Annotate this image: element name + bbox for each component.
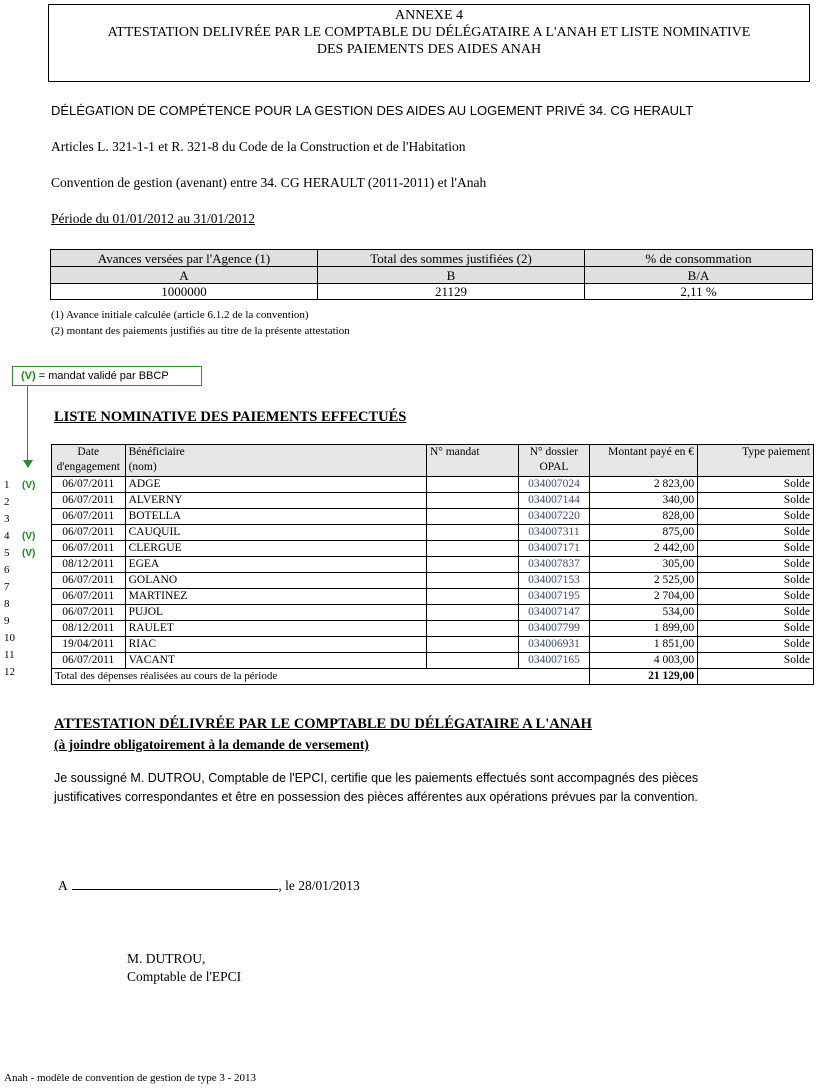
arrow-down-icon <box>23 460 33 468</box>
summary-note-1: (1) Avance initiale calculée (article 6.1.2 de la convention) <box>51 309 309 321</box>
cell-amount: 340,00 <box>590 493 698 509</box>
summary-subheader-a: A <box>51 267 318 284</box>
cell-beneficiary: RIAC <box>125 637 426 653</box>
cell-payment-type: Solde <box>698 589 814 605</box>
cell-date: 06/07/2011 <box>52 525 126 541</box>
col-header-date-line2: d'engagement <box>56 461 120 473</box>
articles-line: Articles L. 321-1-1 et R. 321-8 du Code de la Construction et de l'Habitation <box>51 139 466 154</box>
table-row <box>52 605 814 621</box>
place-blank-field[interactable] <box>72 877 278 890</box>
cell-amount: 875,00 <box>590 525 698 541</box>
row-number: 2 <box>4 496 10 508</box>
summary-note-2: (2) montant des paiements justifiés au titre de la présente attestation <box>51 325 350 337</box>
cell-beneficiary: ALVERNY <box>125 493 426 509</box>
cell-amount: 1 851,00 <box>590 637 698 653</box>
table-row <box>52 509 814 525</box>
summary-value-consumption: 2,11 % <box>585 284 813 300</box>
header-box <box>48 4 810 82</box>
summary-value-justified: 21129 <box>318 284 585 300</box>
col-header-beneficiary-line1: Bénéficiaire <box>128 446 185 458</box>
cell-mandat <box>426 525 518 541</box>
period-line: Période du 01/01/2012 au 31/01/2012 <box>51 211 255 226</box>
cell-dossier: 034007195 <box>518 589 590 605</box>
cell-amount: 4 003,00 <box>590 653 698 669</box>
cell-amount: 305,00 <box>590 557 698 573</box>
cell-date: 06/07/2011 <box>52 541 126 557</box>
cell-mandat <box>426 541 518 557</box>
cell-amount: 828,00 <box>590 509 698 525</box>
cell-payment-type: Solde <box>698 557 814 573</box>
col-header-dossier-line1: N° dossier <box>529 446 579 458</box>
col-header-dossier <box>518 445 590 477</box>
summary-subheader-ba: B/A <box>585 267 813 284</box>
row-number: 7 <box>4 581 10 593</box>
cell-dossier: 034007144 <box>518 493 590 509</box>
cell-beneficiary: PUJOL <box>125 605 426 621</box>
cell-payment-type: Solde <box>698 573 814 589</box>
cell-payment-type: Solde <box>698 541 814 557</box>
attestation-paragraph-line1: Je soussigné M. DUTROU, Comptable de l'EPCI, certifie que les paiements effectués sont accompagnés des pièces <box>54 771 699 785</box>
cell-date: 08/12/2011 <box>52 557 126 573</box>
legend-connector-line <box>27 386 28 462</box>
cell-date: 06/07/2011 <box>52 589 126 605</box>
col-header-mandat: N° mandat <box>426 445 518 477</box>
date-suffix: , le 28/01/2013 <box>278 878 360 893</box>
table-row <box>52 525 814 541</box>
cell-payment-type: Solde <box>698 525 814 541</box>
summary-value-advances: 1000000 <box>51 284 318 300</box>
cell-mandat <box>426 637 518 653</box>
cell-amount: 2 704,00 <box>590 589 698 605</box>
cell-beneficiary: CAUQUIL <box>125 525 426 541</box>
cell-amount: 2 525,00 <box>590 573 698 589</box>
cell-dossier: 034007165 <box>518 653 590 669</box>
row-number: 9 <box>4 615 10 627</box>
row-number: 5 <box>4 547 10 559</box>
cell-dossier: 034007171 <box>518 541 590 557</box>
col-header-date <box>52 445 126 477</box>
row-number: 1 <box>4 479 10 491</box>
col-header-date-line1: Date <box>77 446 100 458</box>
signer-role: Comptable de l'EPCI <box>127 969 242 984</box>
payments-body <box>52 477 814 669</box>
validated-mark: (V) <box>22 531 36 542</box>
place-prefix: A <box>58 878 68 893</box>
row-number: 8 <box>4 598 10 610</box>
cell-dossier: 034007147 <box>518 605 590 621</box>
payments-list-title: LISTE NOMINATIVE DES PAIEMENTS EFFECTUÉS <box>54 409 407 425</box>
row-number: 11 <box>4 649 15 661</box>
cell-payment-type: Solde <box>698 605 814 621</box>
cell-mandat <box>426 605 518 621</box>
cell-beneficiary: EGEA <box>125 557 426 573</box>
cell-mandat <box>426 621 518 637</box>
cell-date: 08/12/2011 <box>52 621 126 637</box>
cell-mandat <box>426 509 518 525</box>
cell-mandat <box>426 557 518 573</box>
cell-mandat <box>426 589 518 605</box>
col-header-amount: Montant payé en € <box>590 445 698 477</box>
table-row <box>52 541 814 557</box>
summary-table <box>50 249 813 300</box>
cell-payment-type: Solde <box>698 509 814 525</box>
cell-amount: 2 823,00 <box>590 477 698 493</box>
validated-mark: (V) <box>22 480 36 491</box>
table-row <box>52 621 814 637</box>
cell-dossier: 034007220 <box>518 509 590 525</box>
cell-date: 06/07/2011 <box>52 605 126 621</box>
table-row <box>52 637 814 653</box>
summary-subheader-row <box>51 267 813 284</box>
cell-beneficiary: CLERGUE <box>125 541 426 557</box>
payments-header-row <box>52 445 814 477</box>
cell-dossier: 034007837 <box>518 557 590 573</box>
cell-dossier: 034007024 <box>518 477 590 493</box>
row-number: 3 <box>4 513 10 525</box>
cell-date: 06/07/2011 <box>52 509 126 525</box>
cell-beneficiary: VACANT <box>125 653 426 669</box>
legend-validated-mark: (V) <box>21 370 36 382</box>
table-row <box>52 653 814 669</box>
cell-payment-type: Solde <box>698 621 814 637</box>
summary-subheader-b: B <box>318 267 585 284</box>
attestation-title: ATTESTATION DÉLIVRÉE PAR LE COMPTABLE DU DÉLÉGATAIRE A L'ANAH <box>54 716 592 732</box>
page-footer: Anah - modèle de convention de gestion de type 3 - 2013 <box>4 1072 257 1084</box>
document-title-line2: DES PAIEMENTS DES AIDES ANAH <box>316 42 542 57</box>
cell-mandat <box>426 493 518 509</box>
cell-payment-type: Solde <box>698 637 814 653</box>
total-blank-cell <box>518 669 590 685</box>
cell-amount: 2 442,00 <box>590 541 698 557</box>
col-header-beneficiary <box>125 445 426 477</box>
total-label: Total des dépenses réalisées au cours de la période <box>52 669 519 685</box>
summary-header-consumption: % de consommation <box>585 250 813 267</box>
row-number: 4 <box>4 530 10 542</box>
cell-dossier: 034007799 <box>518 621 590 637</box>
legend-text: = mandat validé par BBCP <box>38 370 169 382</box>
table-row <box>52 477 814 493</box>
cell-beneficiary: MARTINEZ <box>125 589 426 605</box>
cell-payment-type: Solde <box>698 493 814 509</box>
cell-payment-type: Solde <box>698 477 814 493</box>
place-date-line <box>58 877 360 894</box>
row-number: 10 <box>4 632 15 644</box>
cell-date: 06/07/2011 <box>52 573 126 589</box>
cell-beneficiary: ADGE <box>125 477 426 493</box>
table-row <box>52 557 814 573</box>
cell-dossier: 034007153 <box>518 573 590 589</box>
summary-header-advances: Avances versées par l'Agence (1) <box>51 250 318 267</box>
cell-date: 06/07/2011 <box>52 653 126 669</box>
table-row <box>52 589 814 605</box>
col-header-payment-type: Type paiement <box>698 445 814 477</box>
attestation-subtitle: (à joindre obligatoirement à la demande de versement) <box>54 737 369 752</box>
table-row <box>52 493 814 509</box>
signer-name: M. DUTROU, <box>127 951 206 966</box>
cell-amount: 1 899,00 <box>590 621 698 637</box>
legend-box <box>12 366 202 386</box>
table-row <box>52 573 814 589</box>
document-title-line1: ATTESTATION DELIVRÉE PAR LE COMPTABLE DU DÉLÉGATAIRE A L'ANAH ET LISTE NOMINATIVE <box>107 25 751 40</box>
cell-dossier: 034007311 <box>518 525 590 541</box>
annex-label: ANNEXE 4 <box>394 8 464 23</box>
cell-date: 19/04/2011 <box>52 637 126 653</box>
row-number: 12 <box>4 666 15 678</box>
attestation-paragraph-line2: justificatives correspondantes et être en possession des pièces afférentes aux opérations prévues par la convention. <box>54 790 698 804</box>
total-empty-cell <box>698 669 814 685</box>
payments-table <box>51 444 814 685</box>
cell-date: 06/07/2011 <box>52 477 126 493</box>
cell-amount: 534,00 <box>590 605 698 621</box>
summary-header-justified: Total des sommes justifiées (2) <box>318 250 585 267</box>
cell-dossier: 034006931 <box>518 637 590 653</box>
col-header-beneficiary-line2: (nom) <box>128 461 157 473</box>
cell-mandat <box>426 573 518 589</box>
cell-date: 06/07/2011 <box>52 493 126 509</box>
col-header-dossier-line2: OPAL <box>539 461 569 473</box>
cell-beneficiary: BOTELLA <box>125 509 426 525</box>
total-row <box>52 669 814 685</box>
cell-beneficiary: RAULET <box>125 621 426 637</box>
cell-mandat <box>426 477 518 493</box>
cell-beneficiary: GOLANO <box>125 573 426 589</box>
total-amount: 21 129,00 <box>590 669 698 685</box>
cell-payment-type: Solde <box>698 653 814 669</box>
row-number: 6 <box>4 564 10 576</box>
cell-mandat <box>426 653 518 669</box>
summary-value-row <box>51 284 813 300</box>
convention-line: Convention de gestion (avenant) entre 34. CG HERAULT (2011-2011) et l'Anah <box>51 175 487 190</box>
delegation-line: DÉLÉGATION DE COMPÉTENCE POUR LA GESTION DES AIDES AU LOGEMENT PRIVÉ 34. CG HERAULT <box>51 103 694 118</box>
validated-mark: (V) <box>22 548 36 559</box>
summary-header-row <box>51 250 813 267</box>
